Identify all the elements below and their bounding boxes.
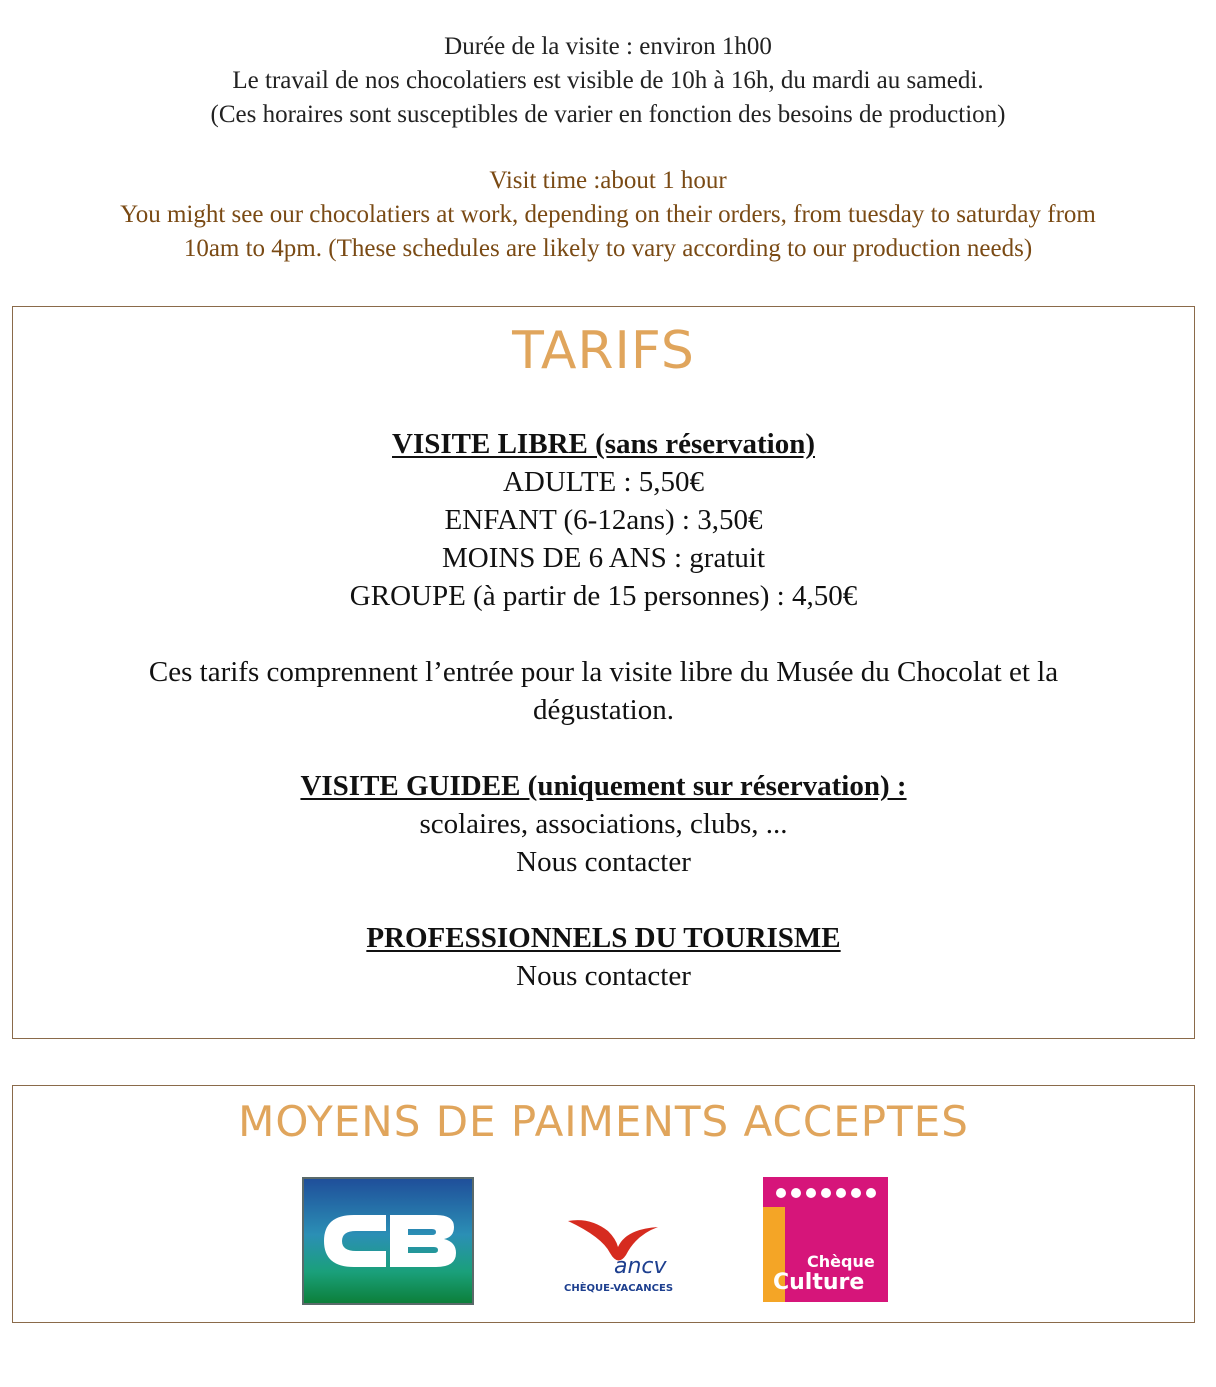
spacer [13, 881, 1194, 919]
payment-title: MOYENS DE PAIMENTS ACCEPTES [238, 1097, 969, 1146]
culture-line1-text: Chèque [807, 1252, 875, 1271]
tarifs-note-line-2: dégustation. [533, 694, 674, 726]
cheque-culture-logo [763, 1177, 888, 1302]
ancv-caption-text: CHÈQUE-VACANCES [564, 1283, 674, 1293]
ancv-brand-text: ancv [614, 1254, 667, 1279]
schedule-note-en: 10am to 4pm. (These schedules are likely to vary according to our production needs) [183, 235, 1033, 262]
culture-line2-text: Culture [773, 1270, 865, 1295]
price-adult: ADULTE : 5,50€ [502, 466, 705, 498]
price-under-6: MOINS DE 6 ANS : gratuit [441, 542, 766, 574]
chocolatiers-hours-en: You might see our chocolatiers at work, depending on their orders, from tuesday to saturday from [120, 201, 1096, 228]
tarifs-body [13, 425, 1194, 995]
guided-audience: scolaires, associations, clubs, ... [419, 808, 788, 840]
intro-french [0, 30, 1216, 132]
visit-duration-en: Visit time :about 1 hour [489, 167, 727, 194]
ancv-cheque-vacances-logo [560, 1213, 675, 1293]
payment-logos [0, 1175, 1216, 1305]
cb-card-logo [302, 1177, 474, 1305]
price-group: GROUPE (à partir de 15 personnes) : 4,50€ [349, 580, 858, 612]
cb-letters-icon [304, 1179, 472, 1303]
visite-guidee-heading: VISITE GUIDEE (uniquement sur réservation) : [300, 770, 907, 802]
visite-libre-heading: VISITE LIBRE (sans réservation) [392, 428, 815, 460]
intro-english [0, 164, 1216, 266]
tarifs-note-line-1: Ces tarifs comprennent l’entrée pour la visite libre du Musée du Chocolat et la [148, 656, 1059, 688]
price-child: ENFANT (6-12ans) : 3,50€ [444, 504, 763, 536]
professionnels-contact: Nous contacter [516, 960, 691, 992]
tarifs-title: TARIFS [512, 321, 695, 381]
schedule-note-fr: (Ces horaires sont susceptibles de varier en fonction des besoins de production) [210, 101, 1006, 128]
professionnels-heading: PROFESSIONNELS DU TOURISME [366, 922, 841, 954]
tarifs-box [12, 306, 1195, 1039]
spacer [13, 729, 1194, 767]
guided-contact: Nous contacter [516, 846, 691, 878]
spacer [13, 615, 1194, 653]
visit-duration-fr: Durée de la visite : environ 1h00 [444, 33, 772, 60]
chocolatiers-hours-fr: Le travail de nos chocolatiers est visible de 10h à 16h, du mardi au samedi. [232, 67, 984, 94]
